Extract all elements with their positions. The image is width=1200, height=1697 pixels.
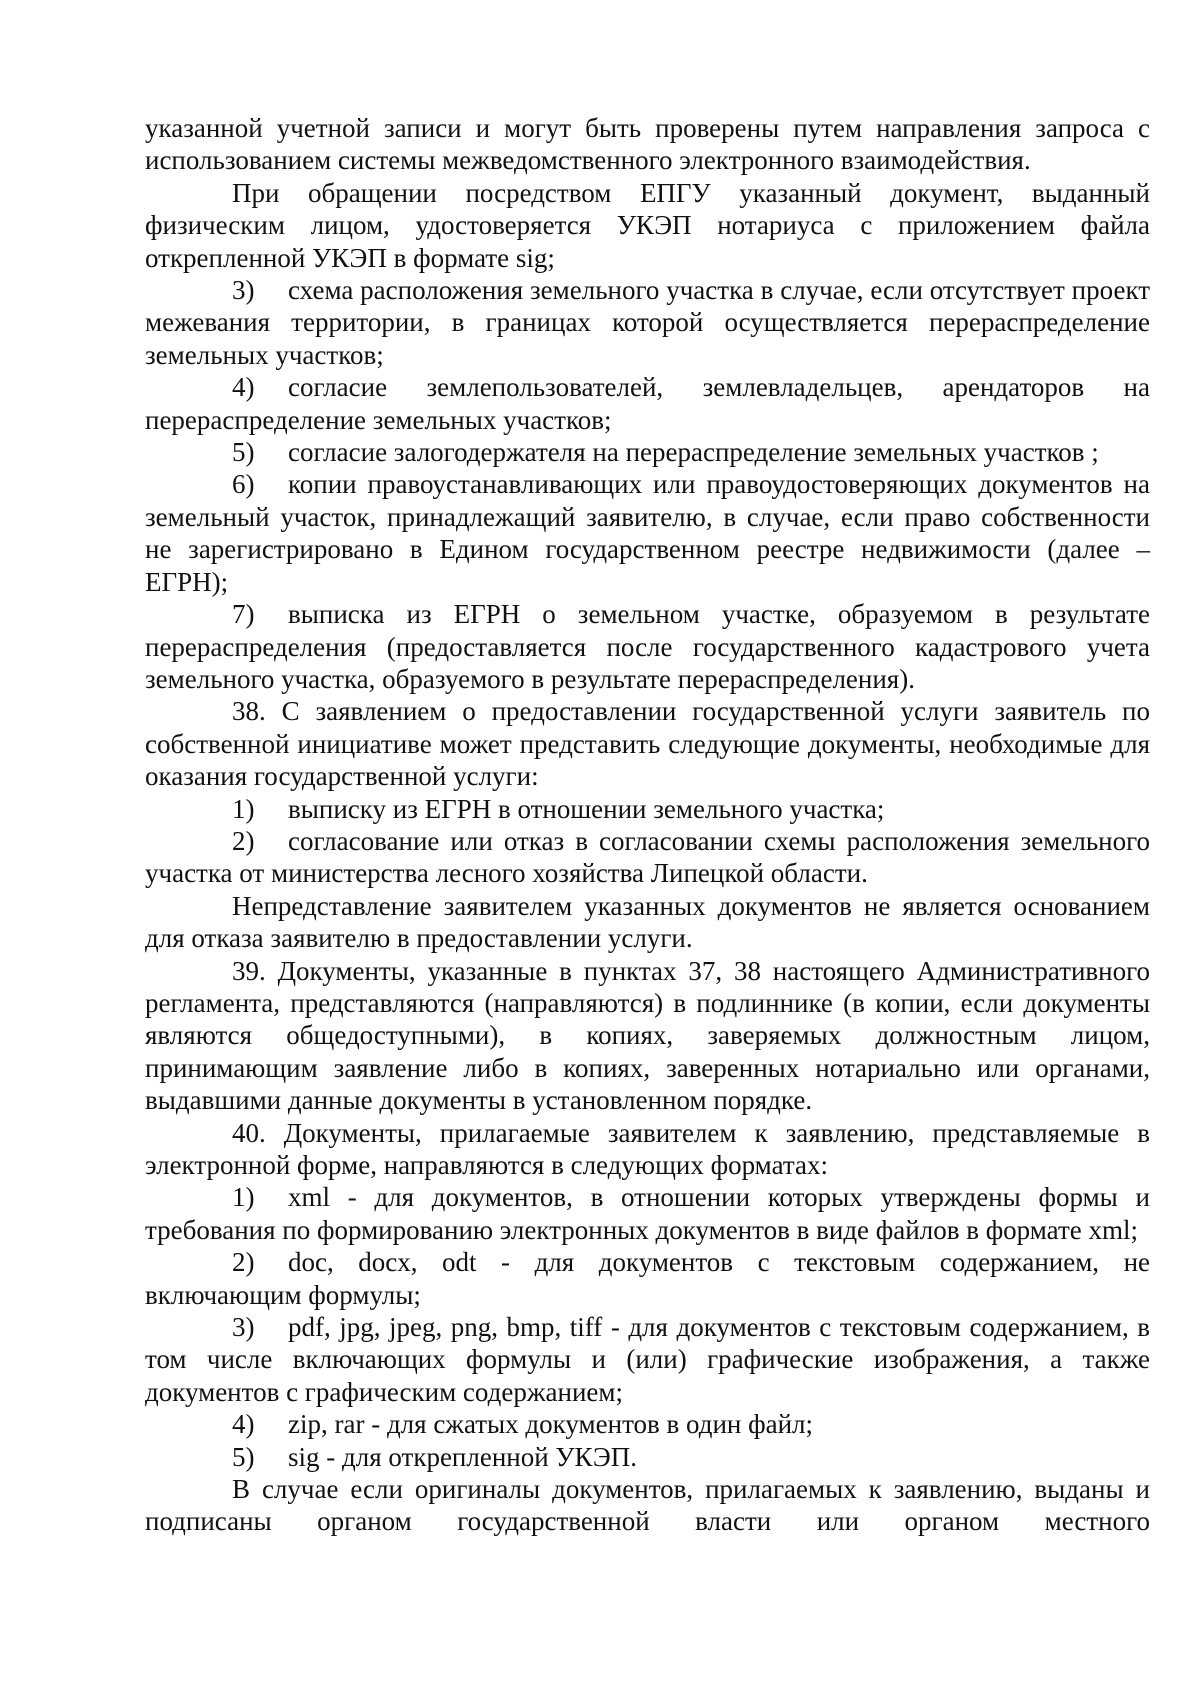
paragraph-epgu: При обращении посредством ЕПГУ указанный документ, выданный физическим лицом, удостоверяется УКЭП нотариуса с приложением файла открепленной УКЭП в формате sig; (145, 177, 1150, 273)
list-item-text: согласие землепользователей, землевладельцев, арендаторов на перераспределение земельных участков; (145, 372, 1150, 435)
list-item-number: 5) (232, 437, 255, 468)
list-item-number: 5) (232, 1441, 255, 1472)
list-item-text: выписку из ЕГРН в отношении земельного участка; (288, 793, 885, 824)
list-item (145, 1246, 1150, 1311)
list-item-number: 3) (232, 275, 255, 306)
list-item (145, 1311, 1150, 1408)
list-item-text: sig - для открепленной УКЭП. (288, 1441, 637, 1472)
list-item-text: pdf, jpg, jpeg, png, bmp, tiff - для документов с текстовым содержанием, в том числе включающих формулы и (или) графические изображения, а также документов с графическим содержанием; (145, 1312, 1150, 1407)
list-item (145, 598, 1150, 695)
list-item-number: 7) (232, 599, 255, 630)
list-item-text: схема расположения земельного участка в случае, если отсутствует проект межевания территории, в границах которой осуществляется перераспределение земельных участков; (145, 275, 1150, 370)
list-item-text: согласие залогодержателя на перераспределение земельных участков ; (288, 437, 1099, 468)
list-item (145, 436, 1150, 468)
list-item-number: 2) (232, 825, 255, 856)
list-item (145, 825, 1150, 890)
list-item-text: zip, rar - для сжатых документов в один файл; (288, 1409, 814, 1440)
list-item-number: 6) (232, 469, 255, 500)
list-item-text: копии правоустанавливающих или правоудостоверяющих документов на земельный участок, принадлежащий заявителю, в случае, если право собственности не зарегистрировано в Едином государственном реестре недвижимости (далее – ЕГРН); (145, 469, 1150, 597)
list-item-number: 1) (232, 1182, 255, 1213)
list-item-number: 3) (232, 1312, 255, 1343)
list-item (145, 1408, 1150, 1440)
list-item (145, 1181, 1150, 1246)
list-item-number: 2) (232, 1247, 255, 1278)
paragraph-39: 39. Документы, указанные в пунктах 37, 38 настоящего Административного регламента, представляются (направляются) в подлиннике (в копии, если документы являются общедоступными), в копиях, заверяемых должностным лицом, принимающим заявление либо в копиях, заверенных нотариально или органами, выдавшими данные документы в установленном порядке. (145, 955, 1150, 1116)
list-item-number: 4) (232, 1409, 255, 1440)
list-item-text: doc, docx, odt - для документов с текстовым содержанием, не включающим формулы; (145, 1247, 1150, 1310)
paragraph-40: 40. Документы, прилагаемые заявителем к заявлению, представляемые в электронной форме, направляются в следующих форматах: (145, 1117, 1150, 1180)
list-item-text: выписка из ЕГРН о земельном участке, образуемом в результате перераспределения (предоставляется после государственного кадастрового учета земельного участка, образуемого в результате перераспределения). (145, 599, 1150, 694)
list-item (145, 274, 1150, 371)
list-item-text: согласование или отказ в согласовании схемы расположения земельного участка от министерства лесного хозяйства Липецкой области. (145, 825, 1150, 889)
list-item-text: xml - для документов, в отношении которых утверждены формы и требования по формированию электронных документов в виде файлов в формате xml; (145, 1182, 1150, 1245)
list-item (145, 371, 1150, 436)
list-item-number: 1) (232, 793, 255, 824)
paragraph-originals: В случае если оригиналы документов, прилагаемых к заявлению, выданы и подписаны органом государственной власти или органом местного (145, 1474, 1150, 1537)
paragraph-non-submission: Непредставление заявителем указанных документов не является основанием для отказа заявителю в предоставлении услуги. (145, 890, 1150, 954)
list-item (145, 468, 1150, 598)
paragraph-continuation: указанной учетной записи и могут быть проверены путем направления запроса с использованием системы межведомственного электронного взаимодействия. (145, 113, 1150, 176)
paragraph-38: 38. С заявлением о предоставлении государственной услуги заявитель по собственной инициативе может представить следующие документы, необходимые для оказания государственной услуги: (145, 696, 1150, 792)
list-item (145, 1441, 1150, 1473)
document-page (145, 112, 1150, 1538)
list-item (145, 793, 1150, 825)
list-item-number: 4) (232, 372, 255, 403)
